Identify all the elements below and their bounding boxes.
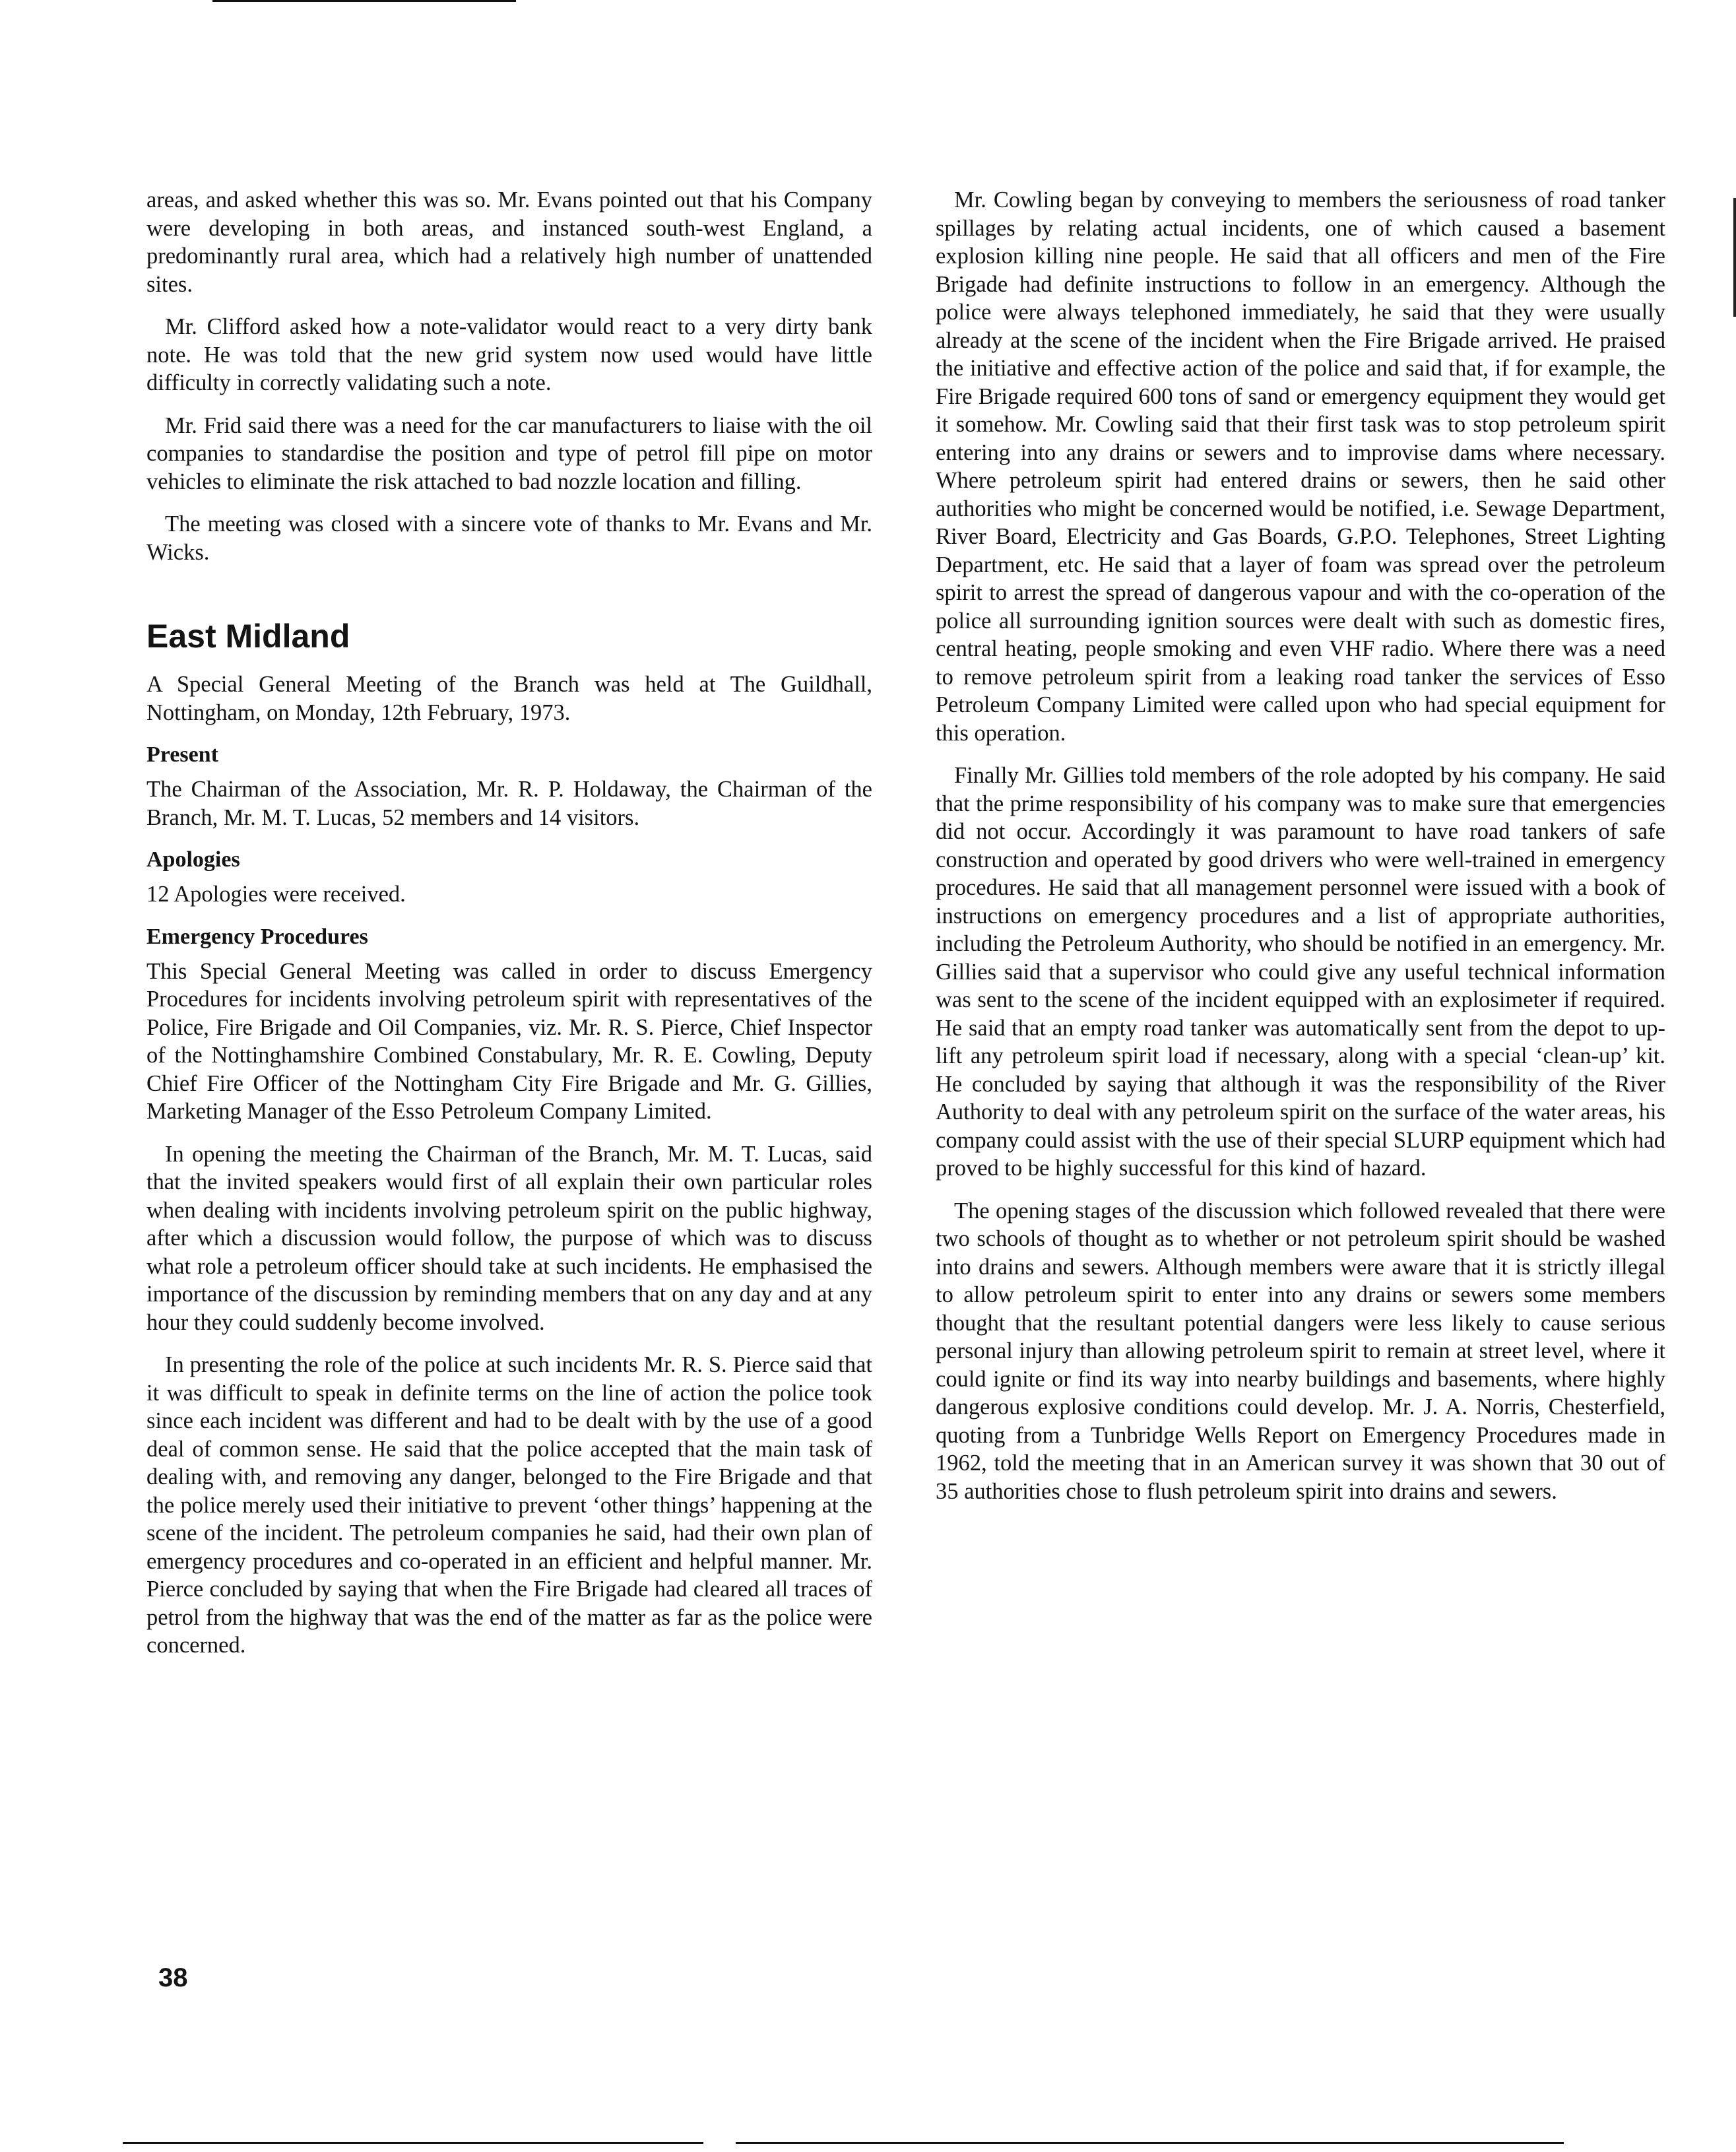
paragraph: Mr. Cowling began by conveying to members the seriousness of road tanker spillages by relating actual incidents, one of which caused a basement explosion killing nine people. He said that all officers and men of the Fire Brigade had definite instructions to follow in an emergency. Although the police were always telephoned immediately, he said that they were usually already at the scene of the incident when the Fire Brigade arrived. He praised the initiative and effective action of the police and said that, if for example, the Fire Brigade required 600 tons of sand or emergency equipment they would get it somehow. Mr. Cowling said that their first task was to stop petroleum spirit entering into any drains or sewers and to improvise dams where necessary. Where petroleum spirit had entered drains or sewers, then he said other authorities who might be concerned would be notified, i.e. Sewage Department, River Board, Electricity and Gas Boards, G.P.O. Telephones, Street Lighting Department, etc. He said that a layer of foam was spread over the petroleum spirit to arrest the spread of dangerous vapour and with the co-operation of the police all surrounding ignition sources were dealt with such as domestic fires, central heating, people smoking and even VHF radio. Where there was a need to remove petroleum spirit from a leaking road tanker the services of Esso Petroleum Company Limited were called upon who had special equipment for this operation. [936,187,1665,746]
present-text: The Chairman of the Association, Mr. R. P. Holdaway, the Chairman of the Branch, Mr. M. T. Lucas, 52 members and 14 visitors. [146,777,872,830]
right-column [936,186,1665,1520]
page-number: 38 [158,1963,188,1992]
paragraph: The opening stages of the discussion which followed revealed that there were two schools of thought as to whether or not petroleum spirit should be washed into drains and sewers. Although members were aware that it is strictly illegal to allow petroleum spirit to enter into any drains or sewers some members thought that the resultant potential dangers were less likely to cause serious personal injury than allowing petroleum spirit to remain at street level, where it could ignite or find its way into nearby buildings and basements, where highly dangerous explosive conditions could develop. Mr. J. A. Norris, Chesterfield, quoting from a Tunbridge Wells Report on Emergency Procedures made in 1962, told the meeting that in an American survey it was shown that 30 out of 35 authorities chose to flush petroleum spirit into drains and sewers. [936,1198,1665,1504]
bottom-rule-left [123,2142,703,2144]
apologies-heading: Apologies [146,847,240,872]
apologies-text: 12 Apologies were received. [146,882,406,907]
paragraph: Finally Mr. Gillies told members of the role adopted by his company. He said that the prime responsibility of his company was to make sure that emergencies did not occur. Accordingly it was paramount to have road tankers of safe construction and operated by good drivers who were well-trained in emergency procedures. He said that all management personnel were issued with a book of instructions on emergency procedures and a list of appropriate authorities, including the Petroleum Authority, who should be notified in an emergency. Mr. Gillies said that a supervisor who could give any useful technical information was sent to the scene of the incident equipped with an explosimeter if required. He said that an empty road tanker was automatically sent from the depot to up-lift any petroleum spirit load if necessary, along with a special ‘clean-up’ kit. He concluded by saying that although it was the responsibility of the River Authority to deal with any petroleum spirit on the surface of the water areas, his company could assist with the use of their special SLURP equipment which had proved to be highly successful for this kind of hazard. [936,763,1665,1181]
paragraph: Mr. Clifford asked how a note-validator would react to a very dirty bank note. He was told that the new grid system now used would have little difficulty in correctly validating such a note. [146,314,872,395]
bottom-rule-right [736,2142,1564,2144]
intro-paragraph: A Special General Meeting of the Branch was held at The Guildhall, Nottingham, on Monday, 12th February, 1973. [146,672,872,725]
scan-edge-mark [1733,198,1736,317]
present-heading: Present [146,742,218,767]
emergency-heading: Emergency Procedures [146,924,368,949]
section-title: East Midland [146,618,350,655]
left-column [146,186,872,1674]
paragraph: In opening the meeting the Chairman of the Branch, Mr. M. T. Lucas, said that the invited speakers would first of all explain their own particular roles when dealing with incidents involving petroleum spirit on the public highway, after which a discussion would follow, the purpose of which was to discuss what role a petroleum officer should take at such incidents. He emphasised the importance of the discussion by reminding members that on any day and at any hour they could suddenly become involved. [146,1141,872,1335]
paragraph: The meeting was closed with a sincere vote of thanks to Mr. Evans and Mr. Wicks. [146,511,872,565]
paragraph: Mr. Frid said there was a need for the car manufacturers to liaise with the oil companies to standardise the position and type of petrol fill pipe on motor vehicles to eliminate the risk attached to bad nozzle location and filling. [146,412,872,494]
top-rule [212,0,516,2]
paragraph: areas, and asked whether this was so. Mr. Evans pointed out that his Company were developing in both areas, and instanced south-west England, a predominantly rural area, which had a relatively high number of unattended sites. [146,187,872,297]
paragraph: In presenting the role of the police at such incidents Mr. R. S. Pierce said that it was difficult to speak in definite terms on the line of action the police took since each incident was different and had to be dealt with by the use of a good deal of common sense. He said that the police accepted that the main task of dealing with, and removing any danger, belonged to the Fire Brigade and that the police merely used their initiative to prevent ‘other things’ happening at the scene of the incident. The petroleum companies he said, had their own plan of emergency procedures and co-operated in an efficient and helpful manner. Mr. Pierce concluded by saying that when the Fire Brigade had cleared all traces of petrol from the highway that was the end of the matter as far as the police were concerned. [146,1352,872,1658]
paragraph: This Special General Meeting was called in order to discuss Emergency Procedures for incidents involving petroleum spirit with representatives of the Police, Fire Brigade and Oil Companies, viz. Mr. R. S. Pierce, Chief Inspector of the Nottinghamshire Combined Constabulary, Mr. R. E. Cowling, Deputy Chief Fire Officer of the Nottingham City Fire Brigade and Mr. G. Gillies, Marketing Manager of the Esso Petroleum Company Limited. [146,958,872,1124]
